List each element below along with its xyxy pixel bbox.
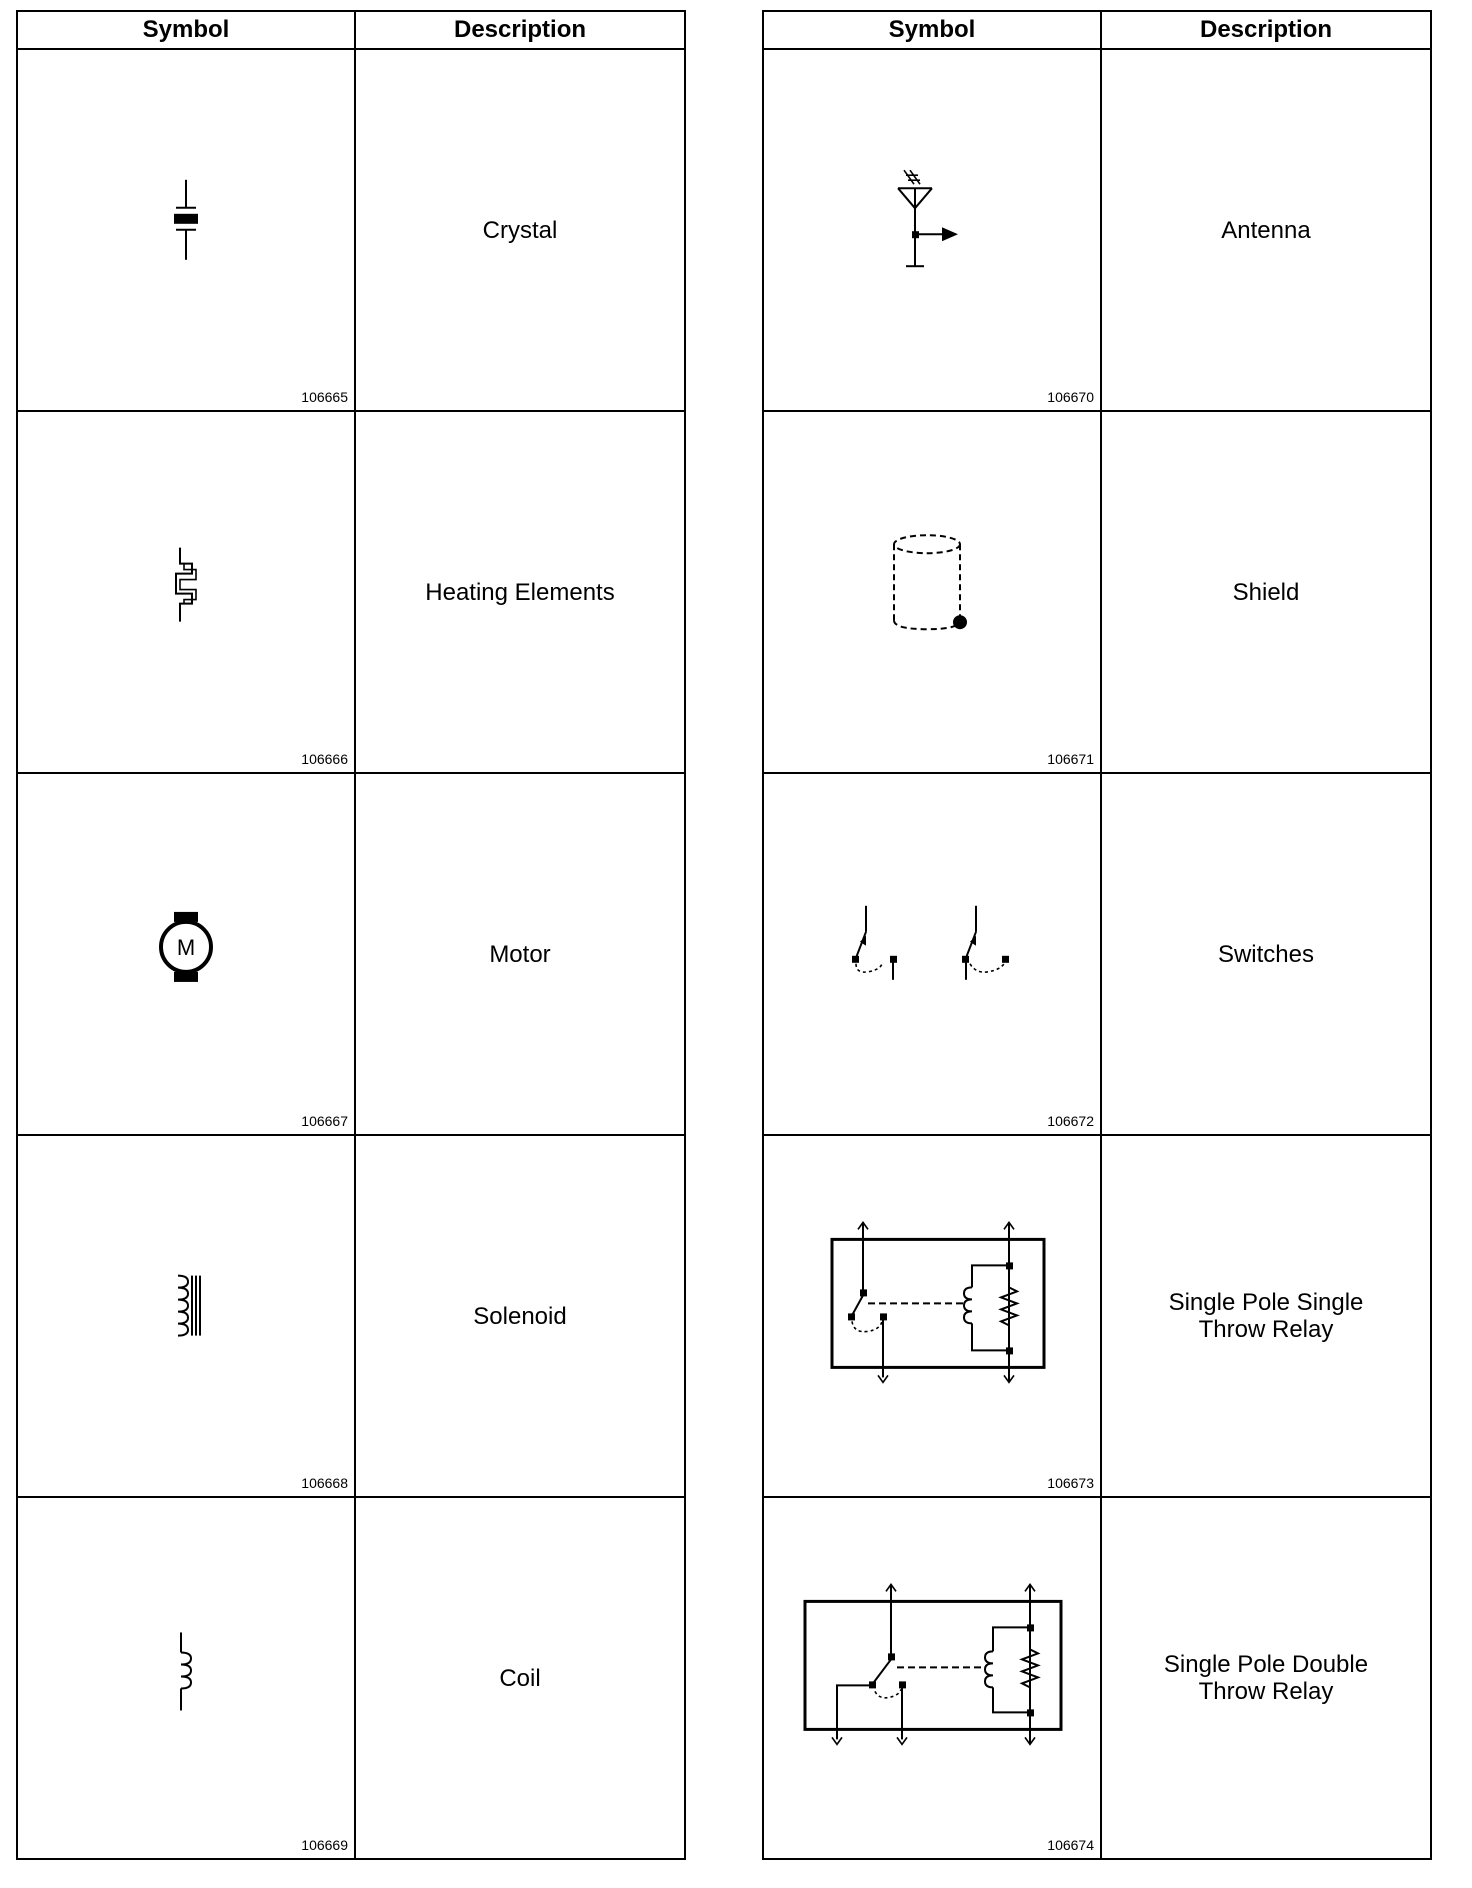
symbol-cell: [17, 49, 355, 411]
shield-icon: [887, 528, 977, 638]
left-symbol-table: [16, 10, 686, 1860]
description-text: Coil: [499, 1664, 541, 1692]
description-cell: [1101, 773, 1431, 1135]
solenoid-icon: [166, 1270, 206, 1350]
figure-number: 106669: [301, 1837, 348, 1853]
symbol-header: Symbol: [17, 11, 355, 49]
symbol-cell: [17, 1497, 355, 1859]
description-text: Heating Elements: [425, 578, 615, 606]
table-row: [17, 1497, 685, 1859]
symbol-header: Symbol: [763, 11, 1101, 49]
symbol-cell: [17, 773, 355, 1135]
figure-number: 106673: [1047, 1475, 1094, 1491]
symbol-cell: [763, 411, 1101, 773]
description-cell: [355, 1135, 685, 1497]
symbol-cell: [763, 1135, 1101, 1497]
description-text: Single Pole Double Throw Relay: [1163, 1651, 1369, 1705]
description-header: Description: [355, 11, 685, 49]
figure-number: 106666: [301, 751, 348, 767]
table-row: [763, 1135, 1431, 1497]
table-row: [17, 1135, 685, 1497]
table-row: [763, 49, 1431, 411]
description-text: Motor: [489, 940, 551, 968]
table-row: [17, 773, 685, 1135]
figure-number: 106665: [301, 389, 348, 405]
description-cell: [1101, 411, 1431, 773]
table-row: [763, 411, 1431, 773]
heating-element-icon: [166, 546, 206, 626]
description-text: Switches: [1217, 940, 1315, 968]
figure-number: 106670: [1047, 389, 1094, 405]
symbol-cell: [17, 411, 355, 773]
figure-number: 106667: [301, 1113, 348, 1129]
description-text: Shield: [1232, 578, 1300, 606]
description-text: Antenna: [1221, 216, 1311, 244]
crystal-icon: [166, 178, 206, 268]
description-text: Solenoid: [473, 1302, 567, 1330]
description-text: Single Pole Single Throw Relay: [1168, 1289, 1364, 1343]
table-row: [17, 49, 685, 411]
description-cell: [355, 49, 685, 411]
description-header: Description: [1101, 11, 1431, 49]
table-row: [763, 773, 1431, 1135]
figure-number: 106672: [1047, 1113, 1094, 1129]
figure-number: 106668: [301, 1475, 348, 1491]
figure-number: 106671: [1047, 751, 1094, 767]
antenna-icon: [892, 166, 972, 276]
description-text: Crystal: [482, 216, 558, 244]
coil-icon: [171, 1630, 201, 1712]
spdt-relay-icon: [797, 1579, 1067, 1749]
figure-number: 106674: [1047, 1837, 1094, 1853]
symbol-cell: [763, 1497, 1101, 1859]
motor-icon: [151, 910, 221, 986]
description-cell: [1101, 49, 1431, 411]
table-row: [763, 1497, 1431, 1859]
description-cell: [1101, 1497, 1431, 1859]
symbol-cell: [763, 49, 1101, 411]
description-cell: [355, 411, 685, 773]
table-row: [17, 411, 685, 773]
symbol-cell: [763, 773, 1101, 1135]
description-cell: [355, 773, 685, 1135]
description-cell: [1101, 1135, 1431, 1497]
spst-relay-icon: [822, 1217, 1042, 1387]
motor-letter: M: [176, 934, 196, 960]
switches-icon: [842, 902, 1022, 992]
symbol-cell: [17, 1135, 355, 1497]
right-symbol-table: [762, 10, 1432, 1860]
description-cell: [355, 1497, 685, 1859]
